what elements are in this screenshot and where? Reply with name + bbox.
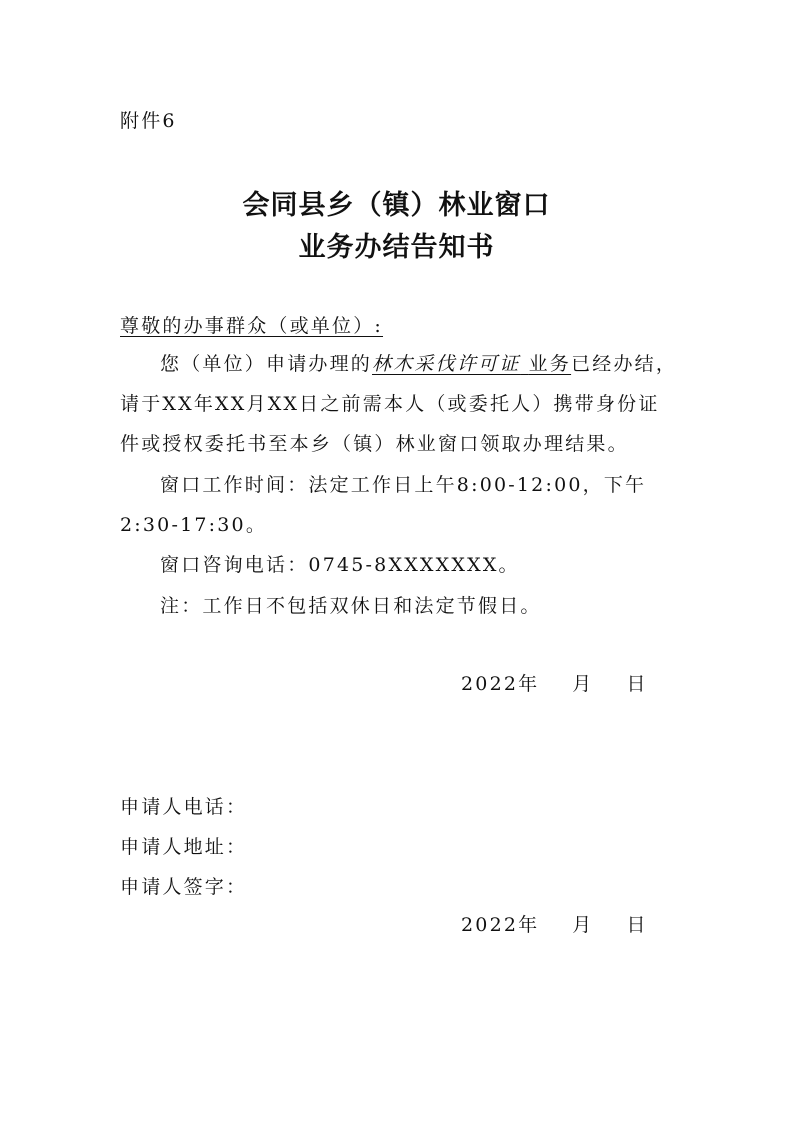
business-space <box>520 353 528 375</box>
applicant-signature-label: 申请人签字： <box>120 876 248 898</box>
attachment-label: 附件6 <box>120 110 177 132</box>
hours-line2: 2:30-17:30。 <box>120 514 268 536</box>
applicant-address-label: 申请人地址： <box>120 836 248 858</box>
paragraph1-prefix: 您（单位）申请办理的 <box>160 353 373 375</box>
paragraph1-suffix: 已经办结， <box>571 353 678 375</box>
date-line-2: 2022年 月 日 <box>461 914 648 936</box>
document-title-line2: 业务办结告知书 <box>298 232 495 263</box>
date-line-1: 2022年 月 日 <box>461 673 648 695</box>
salutation: 尊敬的办事群众（或单位）: <box>120 315 384 337</box>
paragraph1-line1 <box>160 349 677 376</box>
filled-business-item: 林木采伐许可证 <box>372 353 521 375</box>
business-word: 业务 <box>528 353 572 375</box>
hours-line1: 窗口工作时间：法定工作日上午8:00-12:00，下午 <box>160 474 647 496</box>
paragraph1-line3: 件或授权委托书至本乡（镇）林业窗口领取办理结果。 <box>120 433 629 455</box>
phone-line: 窗口咨询电话：0745-8XXXXXXX。 <box>160 554 520 576</box>
paragraph1-line2: 请于XX年XX月XX日之前需本人（或委托人）携带身份证 <box>120 393 660 415</box>
document-title-line1: 会同县乡（镇）林业窗口 <box>242 190 551 221</box>
note-line: 注：工作日不包括双休日和法定节假日。 <box>160 595 542 617</box>
applicant-phone-label: 申请人电话： <box>120 796 248 818</box>
